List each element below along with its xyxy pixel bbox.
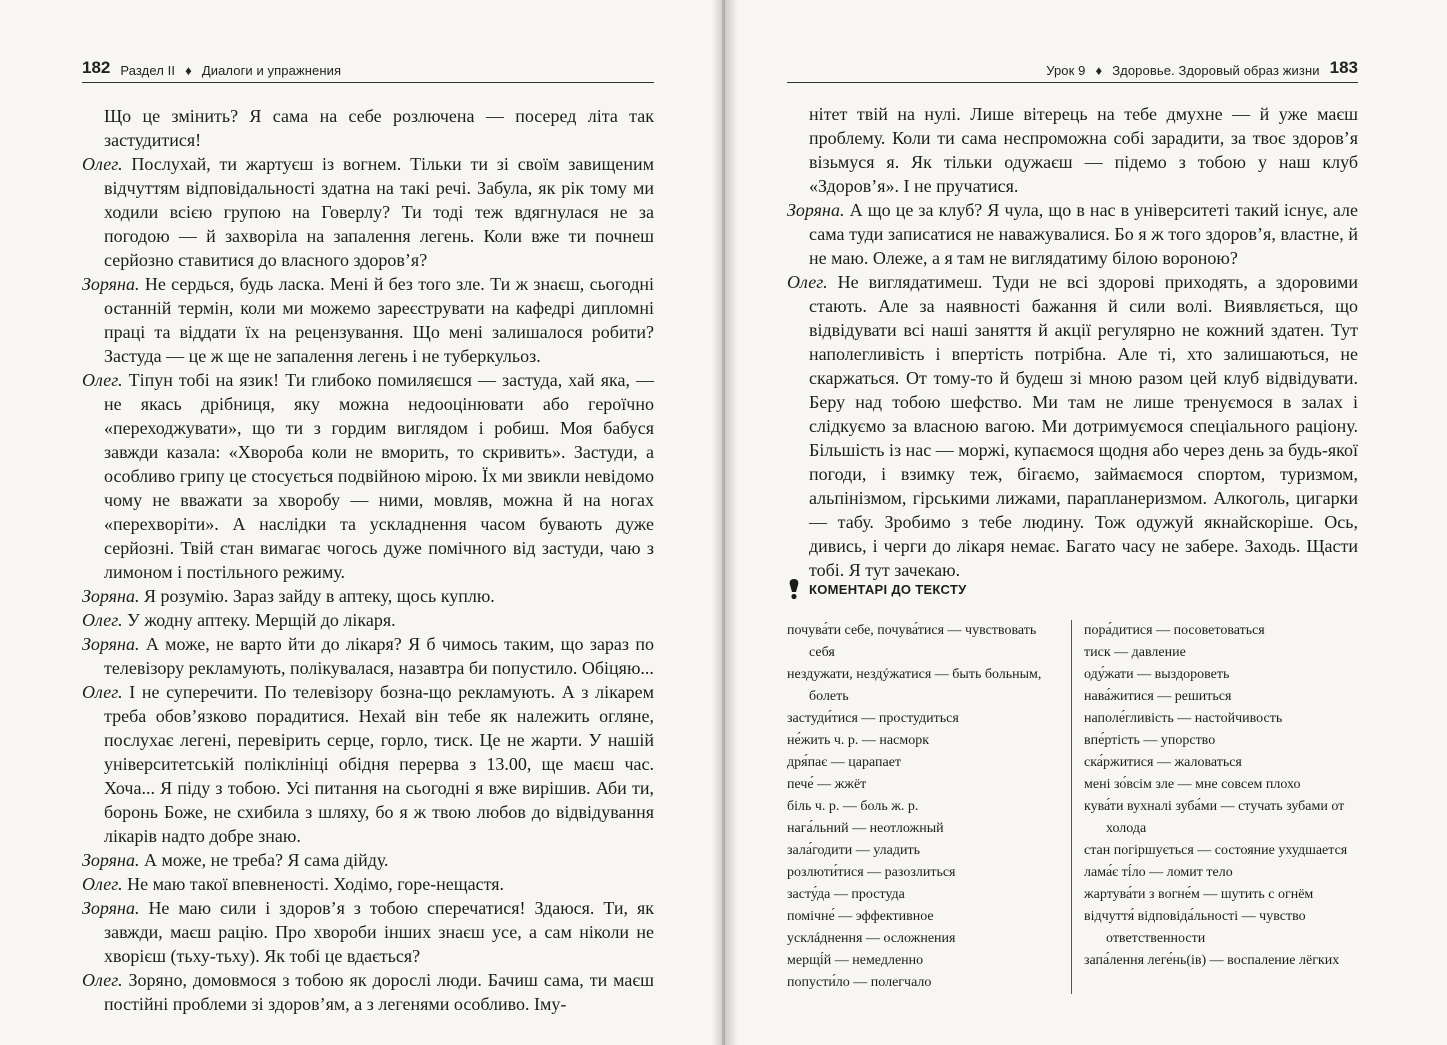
dialogue-paragraph: [82, 968, 654, 1016]
glossary-entry: ска́ржитися — жаловаться: [1084, 755, 1242, 770]
speaker-name: Зоряна.: [82, 634, 140, 654]
dialogue-paragraph: [787, 198, 1358, 270]
dialogue-paragraph: [787, 270, 1358, 582]
glossary-entry: відчуття́ відповіда́льності — чувство ответственности: [1084, 909, 1306, 946]
left-page: [0, 0, 722, 1045]
speaker-name: Зоряна.: [787, 200, 845, 220]
speaker-name: Олег.: [82, 610, 123, 630]
dialogue-paragraph: [82, 848, 654, 872]
glossary-entry: наполе́гливість — настойчивость: [1084, 711, 1283, 726]
dialogue-text: Не маю сили і здоров’я з тобою сперечатися! Здаюся. Ти, як завжди, маєш рацію. Про хвороби інших знаєш усе, а сам ніколи не хворієш (тьху-тьху). Як тобі це вдається?: [104, 898, 655, 966]
speaker-name: Олег.: [82, 370, 123, 390]
dialogue-text: А може, не треба? Я сама дійду.: [143, 850, 389, 870]
speaker-name: Олег.: [787, 272, 828, 292]
lesson-title: Здоровье. Здоровый образ жизни: [1112, 63, 1320, 78]
dialogue-paragraph: [787, 102, 1358, 198]
dialogue-text: Зоряно, домовмося з тобою як дорослі люди. Бачиш сама, ти маєш постійні проблеми зі здоров’ям, а з легенями особливо. Іму-: [104, 970, 654, 1014]
dialogue-paragraph: [82, 872, 654, 896]
glossary-entry: мерщі́й — немедленно: [787, 953, 924, 968]
dialogue-paragraph: [82, 584, 654, 608]
dialogue-paragraph: [82, 896, 654, 968]
glossary-entry: нава́житися — решиться: [1084, 689, 1232, 704]
speaker-name: Зоряна.: [82, 586, 140, 606]
section-title: Диалоги и упражнения: [201, 63, 342, 78]
glossary-entry: не́жить ч. р. — насморк: [787, 733, 929, 748]
glossary-entry: оду́жати — выздороветь: [1084, 667, 1230, 682]
diamond-separator: ♦: [1095, 63, 1103, 78]
speaker-name: Олег.: [82, 154, 123, 174]
right-page: [725, 0, 1447, 1045]
dialogue-paragraph: [82, 152, 654, 272]
dialogue-paragraph: [82, 632, 654, 680]
glossary-entry: помічне́ — эффективное: [787, 909, 934, 924]
speaker-name: Зоряна.: [82, 898, 140, 918]
glossary-entry: нездужати, нездýжатися — быть больным, болеть: [787, 667, 1042, 704]
speaker-name: Зоряна.: [82, 850, 140, 870]
dialogue-text: І не суперечити. По телевізору бозна-що рекламують. А з лікарем треба обов’язково порадитися. Нехай він тебе як належить огляне, послухає легені, перевірить серце, горло, тиск. Це не жарти. У нашій університетській поліклініці обідня перерва з 13.00, ще маєш час. Хоча... Я піду з тобою. Усі питання на сьогодні я вже вирішив. Аби ти, боронь Боже, не схибила з шляху, бо я ж твою любов до відвідування лікарів надто добре знаю.: [104, 682, 654, 846]
dialogue-text: Послухай, ти жартуєш із вогнем. Тільки ти зі своїм завищеним відчуттям відповідальності здатна на такі речі. Забула, як рік тому ми ходили всією групою на Говерлу? Ти тоді теж вдягнулася не за погодою — й захворіла на запалення легень. Коли вже ти почнеш серйозно ставитися до власного здоров’я?: [104, 154, 655, 270]
speaker-name: Олег.: [82, 874, 123, 894]
glossary-entry: розлюти́тися — разозлиться: [787, 865, 956, 880]
page-number: 183: [1329, 58, 1358, 77]
glossary-entry: попусти́ло — полегчало: [787, 975, 932, 990]
glossary-entry: тиск — давление: [1084, 645, 1186, 660]
speaker-name: Олег.: [82, 970, 123, 990]
glossary-entry: нага́льний — неотложный: [787, 821, 944, 836]
dialogue-text: Я розумію. Зараз зайду в аптеку, щось куплю.: [143, 586, 495, 606]
lesson-label: Урок 9: [1046, 63, 1086, 78]
right-running-header: [787, 54, 1358, 83]
glossary-entry: впе́ртість — упорство: [1084, 733, 1216, 748]
glossary-entry: засту́да — простуда: [787, 887, 905, 902]
glossary-entry: зала́годити — уладить: [787, 843, 920, 858]
right-body-text: [787, 102, 1358, 582]
section-label: Раздел II: [120, 63, 176, 78]
dialogue-paragraph: [82, 368, 654, 584]
dialogue-text: У жодну аптеку. Мерщій до лікаря.: [127, 610, 396, 630]
dialogue-text: Що це змінить? Я сама на себе розлючена — посеред літа так застудитися!: [104, 106, 654, 150]
exclamation-icon: [787, 578, 801, 600]
dialogue-paragraph: [82, 272, 654, 368]
dialogue-text: Не маю такої впевненості. Ходімо, горе-нещастя.: [127, 874, 505, 894]
dialogue-text: Тіпун тобі на язик! Ти глибоко помиляєшся — застуда, хай яка, — не якась дрібниця, яку можна недооцінювати або героїчно «переходжувати», що ти з гордим виглядом і робиш. Моя бабуся завжди казала: «Хвороба коли не вморить, то скривить». Застуди, а особливо грипу це стосується подвійною мірою. Їх ми звикли невідомо чому не вважати за хворобу — ними, мовляв, можна й на ногах «перехворіти». А наслідки та ускладнення часом бувають дуже серйозні. Твій стан вимагає чогось дуже помічного від застуди, чаю з лимоном і постільного режиму.: [104, 370, 654, 582]
dialogue-text: Не сердься, будь ласка. Мені й без того зле. Ти ж знаєш, сьогодні останній термін, коли ми можемо зареєструвати на кафедрі дипломні праці та віддати їх на рецензування. Що мені залишалося робити? Застуда — це ж ще не запалення легень і не туберкульоз.: [104, 274, 655, 366]
glossary-entry: запа́лення леге́нь(ів) — воспаление лёгких: [1084, 953, 1340, 968]
glossary-entry: усклáднення — осложнения: [787, 931, 956, 946]
glossary: [787, 620, 1358, 994]
dialogue-text: нітет твій на нулі. Лише вітерець на тебе дмухне — й уже маєш проблему. Коли ти сама неспроможна собі зарадити, за твоє здоров’я візьмуся я. Як тільки одужаєш — підемо з тобою у наш клуб «Здоров’я». І не пручатися.: [809, 104, 1358, 196]
dialogue-text: А може, не варто йти до лікаря? Я б чимось таким, що зараз по телевізору рекламують, полікувалася, назавтра би попустило. Обіцяю...: [104, 634, 655, 678]
glossary-entry: застуди́тися — простудиться: [787, 711, 959, 726]
glossary-entry: почува́ти себе, почува́тися — чувствовать себя: [787, 623, 1037, 660]
dialogue-paragraph: [82, 104, 654, 152]
dialogue-paragraph: [82, 680, 654, 848]
left-body-text: [82, 104, 654, 1016]
dialogue-text: А що це за клуб? Я чула, що в нас в університеті такий існує, але сама туди записатися не наважувалися. Бо я ж того здоров’я, властне, й не маю. Олеже, а я там не виглядатиму білою вороною?: [809, 200, 1359, 268]
glossary-entry: пече́ — жжёт: [787, 777, 867, 792]
glossary-entry: кува́ти вухналі зуба́ми — стучать зубами от холода: [1084, 799, 1345, 836]
glossary-entry: мені зо́всім зле — мне совсем плохо: [1084, 777, 1301, 792]
left-running-header: [82, 54, 654, 83]
dialogue-paragraph: [82, 608, 654, 632]
dialogue-text: Не виглядатимеш. Туди не всі здорові приходять, а здоровими стають. Але за наявності бажання й сили волі. Виявляється, що відвідувати всі наші заняття й акції регулярно не кожний здатен. Тут наполегливість і впертість потрібна. Але ті, хто залишаються, не скаржаться. От тому-то й будеш зі мною разом цей клуб відвідувати. Беру над тобою шефство. Ми там не лише тренуємося в залах і слідкуємо за власною вагою. Ми дотримуємося спеціального раціону. Більшість із нас — моржі, купаємося щодня або через день за будь-якої погоди, і взимку теж, бігаємо, займаємося спортом, туризмом, альпінізмом, гірськими лижами, парапланеризмом. Алкоголь, цигарки — табу. Зробимо з тебе людину. Тож одужуй якнайскоріше. Ось, дивись, і черги до лікаря немає. Багато часу не забере. Заходь. Щасти тобі. Я тут зачекаю.: [809, 272, 1358, 580]
glossary-entry: жартува́ти з вогне́м — шутить с огнём: [1084, 887, 1314, 902]
speaker-name: Зоряна.: [82, 274, 140, 294]
comments-heading: [787, 578, 967, 600]
diamond-separator: ♦: [185, 63, 192, 78]
book-gutter-shadow: [712, 0, 738, 1045]
comments-title: КОМЕНТАРІ ДО ТЕКСТУ: [809, 581, 967, 597]
glossary-entry: біль ч. р. — боль ж. р.: [787, 799, 919, 814]
page-number: 182: [82, 58, 111, 77]
glossary-column-right: [1072, 620, 1357, 994]
glossary-entry: стан погіршується — состояние ухудшается: [1084, 843, 1348, 858]
glossary-entry: пора́дитися — посоветоваться: [1084, 623, 1265, 638]
glossary-entry: лама́є ті́ло — ломит тело: [1084, 865, 1233, 880]
glossary-entry: дря́пає — царапает: [787, 755, 902, 770]
speaker-name: Олег.: [82, 682, 123, 702]
glossary-column-left: [787, 620, 1072, 994]
